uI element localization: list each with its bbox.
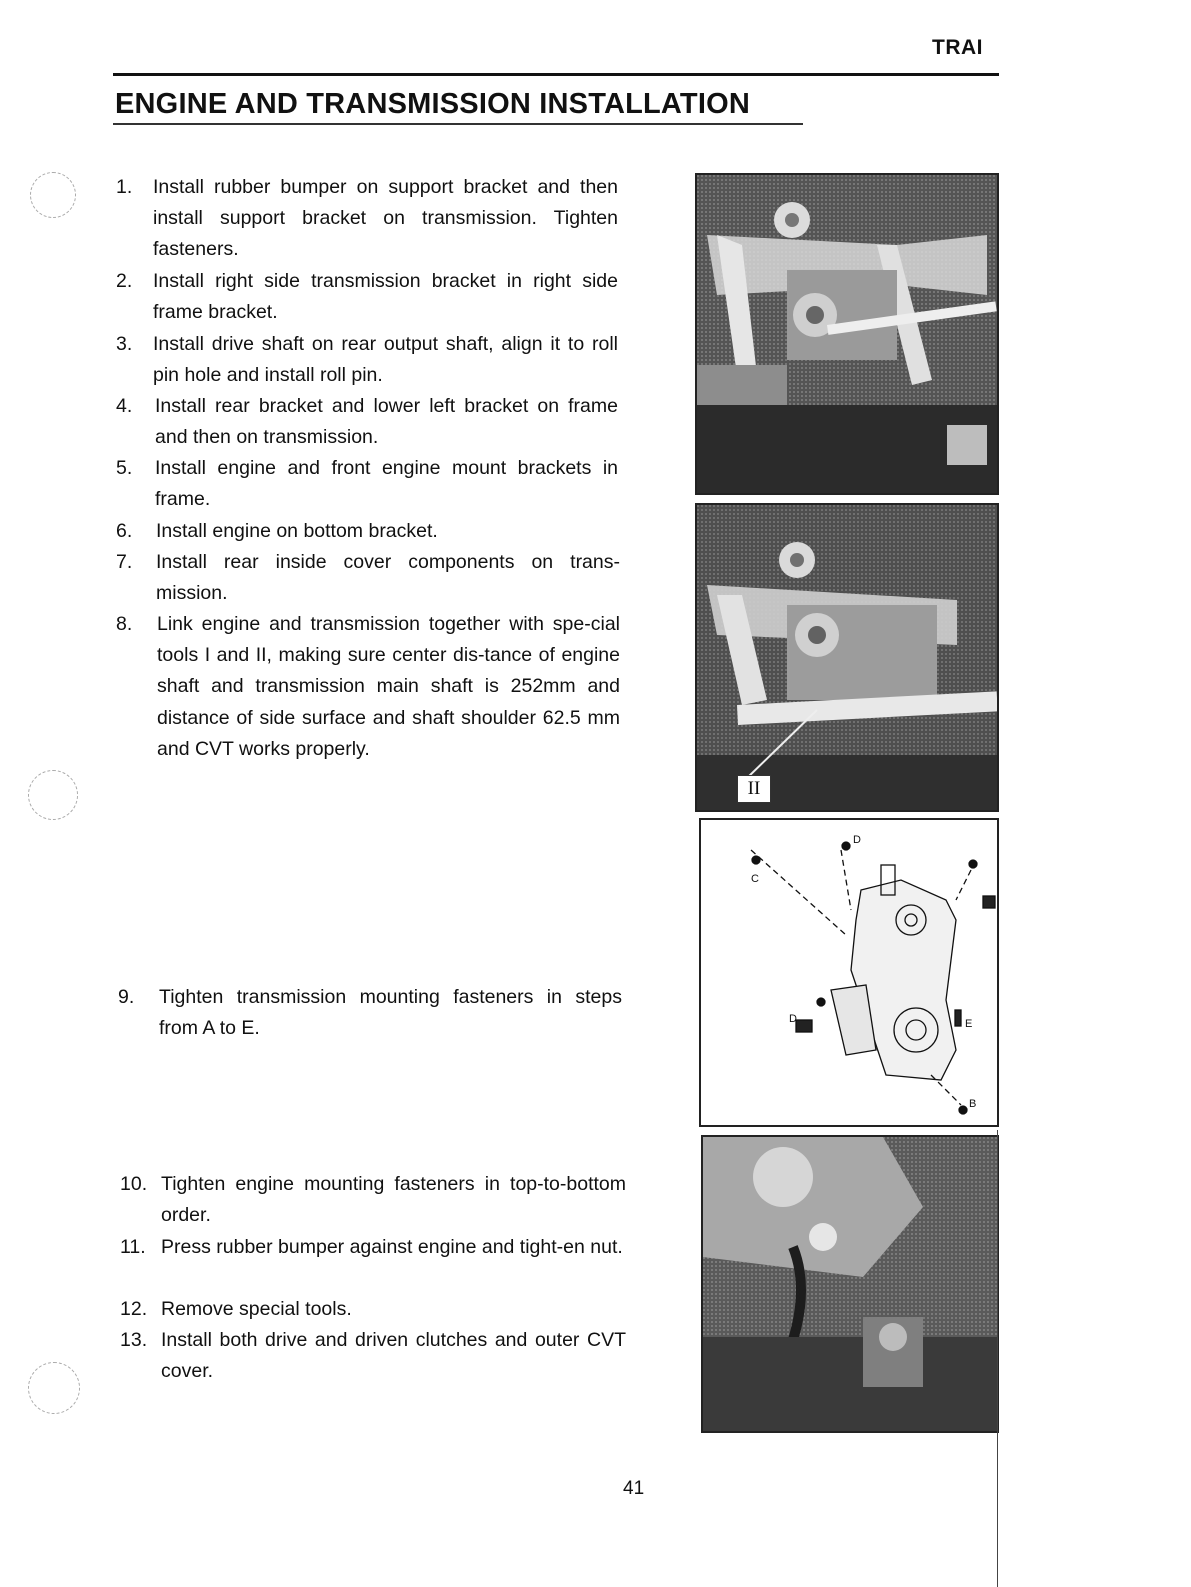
step-number: 12.: [120, 1298, 148, 1320]
step-text: Install drive shaft on rear output shaft, align it to roll pin hole and install roll pin.: [153, 333, 618, 387]
step-number: 4.: [116, 395, 133, 417]
step-number: 13.: [120, 1329, 148, 1351]
step-text: Remove special tools.: [161, 1298, 352, 1320]
step-number: 6.: [116, 520, 133, 542]
step-number: 1.: [116, 176, 133, 198]
step-text: Press rubber bumper against engine and tight-en nut.: [161, 1236, 623, 1258]
step-text: Install rear bracket and lower left bracket on frame and then on transmission.: [155, 395, 618, 449]
step-number: 9.: [118, 986, 135, 1008]
label-D-top: D: [853, 834, 861, 846]
page-number: 41: [623, 1478, 645, 1499]
step-number: 8.: [116, 613, 133, 635]
step-text: Link engine and transmission together with spe-cial tools I and II, making sure center dis-tance of engine shaft and transmission main shaft is 252mm and distance of side surface and shaft shoulder 62.5 mm and CVT works properly.: [157, 613, 620, 760]
section-code: TRAI: [932, 36, 983, 59]
page-edge-line: [997, 1130, 998, 1587]
label-D-left: D: [789, 1013, 797, 1025]
photo-transmission-brackets: [695, 173, 999, 495]
binder-hole-mark: [28, 770, 78, 820]
title-underline: [113, 123, 803, 125]
callout-tool-II: II: [737, 775, 771, 803]
binder-hole-mark: [30, 172, 76, 218]
header-rule: [113, 73, 999, 76]
step-number: 3.: [116, 333, 133, 355]
step-text: Install right side transmission bracket in right side frame bracket.: [153, 270, 618, 324]
diagram-fastener-order: [699, 818, 999, 1127]
step-text: Install engine on bottom bracket.: [156, 520, 438, 542]
step-text: Tighten transmission mounting fasteners in steps from A to E.: [159, 986, 622, 1040]
page-title: ENGINE AND TRANSMISSION INSTALLATION: [115, 88, 750, 120]
label-B: B: [969, 1098, 977, 1110]
photo-special-tools: [695, 503, 999, 812]
binder-hole-mark: [28, 1362, 80, 1414]
label-E: E: [965, 1018, 973, 1030]
step-text: Tighten engine mounting fasteners in top-to-bottom order.: [161, 1173, 626, 1227]
step-text: Install rear inside cover components on trans-mission.: [156, 551, 620, 605]
step-text: Install both drive and driven clutches and outer CVT cover.: [161, 1329, 626, 1383]
step-number: 7.: [116, 551, 133, 573]
step-number: 5.: [116, 457, 133, 479]
step-text: Install rubber bumper on support bracket and then install support bracket on transmission. Tighten fasteners.: [153, 176, 618, 261]
photo-engine-mount: [701, 1135, 999, 1433]
step-number: 11.: [120, 1236, 146, 1258]
label-C: C: [751, 873, 759, 885]
step-number: 2.: [116, 270, 133, 292]
step-text: Install engine and front engine mount brackets in frame.: [155, 457, 618, 511]
step-number: 10.: [120, 1173, 148, 1195]
